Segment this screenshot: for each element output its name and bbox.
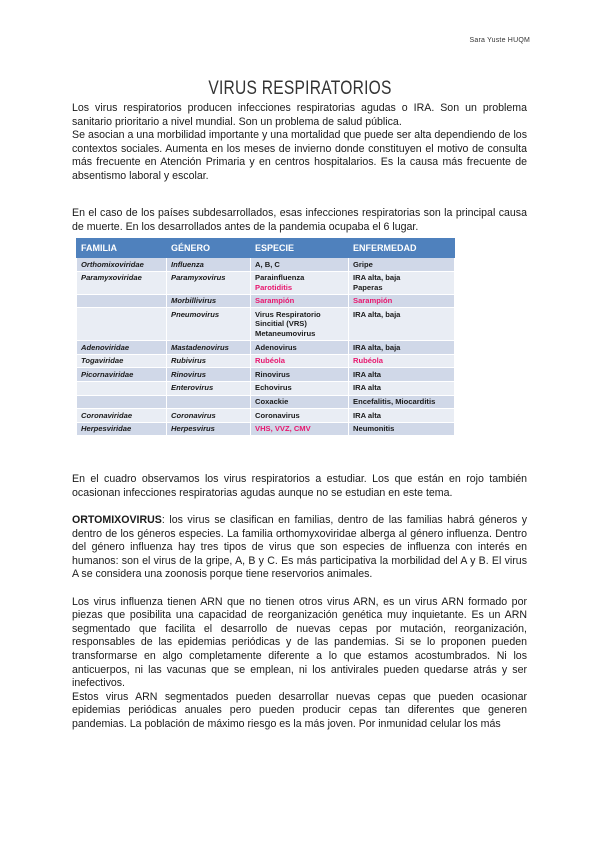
virus-table [76,238,455,436]
after-table-section [72,473,527,500]
author-name: Sara Yuste HUQM [469,37,530,44]
cell-familia: Orthomixoviridae [77,258,167,272]
virus-table-body [77,258,455,436]
cell-especie-line: Sarampión [255,296,295,306]
cell-enfermedad [349,271,455,294]
cell-enfermedad-line: Gripe [353,259,373,269]
table-row [77,341,455,355]
cell-genero [167,395,251,409]
cell-familia [77,294,167,308]
cell-especie [251,341,349,355]
cell-familia: Paramyxoviridae [77,271,167,294]
cell-enfermedad [349,381,455,395]
cell-especie [251,354,349,368]
ortomixovirus-heading: ORTOMIXOVIRUS [72,514,162,526]
cell-enfermedad-line: Paperas [353,282,383,292]
table-row [77,271,455,294]
cell-especie-line: Sincitial (VRS) [255,319,307,329]
intro-section [72,102,527,184]
cell-enfermedad [349,354,455,368]
cell-especie-line: Virus Respiratorio [255,309,321,319]
header-genero: GÉNERO [167,239,251,258]
cell-especie-line: Coronavirus [255,410,300,420]
ortomixovirus-section [72,514,527,732]
cell-enfermedad [349,258,455,272]
cell-especie-line: VHS, VVZ, CMV [255,424,311,434]
cell-especie-line: A, B, C [255,259,280,269]
cell-enfermedad-line: IRA alta, baja [353,342,401,352]
context-section [72,207,527,234]
cell-especie-line: Parotiditis [255,282,293,292]
table-row [77,294,455,308]
ortomixovirus-paragraph-3: Estos virus ARN segmentados pueden desarrollar nuevas cepas que pueden ocasionar epidemias periódicas anuales pero pueden producir cepas tan diferentes que generen pandemias. La población de máximo riesgo es la más joven. Por inmunidad celular los más [72,690,527,730]
cell-enfermedad [349,341,455,355]
cell-genero: Paramyxovirus [167,271,251,294]
cell-familia: Togaviridae [77,354,167,368]
cell-genero: Rinovirus [167,368,251,382]
cell-enfermedad [349,409,455,423]
table-row [77,258,455,272]
cell-familia [77,308,167,341]
cell-especie [251,271,349,294]
cell-especie-line: Coxackie [255,397,289,407]
page-title: VIRUS RESPIRATORIOS [208,78,392,99]
table-row [77,308,455,341]
cell-familia: Herpesviridae [77,422,167,436]
context-paragraph: En el caso de los países subdesarrollados, esas infecciones respiratorias son la principal causa de muerte. En los desarrollados antes de la pandemia ocupaba el 6 lugar. [72,207,527,233]
header-familia: FAMILIA [77,239,167,258]
cell-genero: Influenza [167,258,251,272]
table-row [77,409,455,423]
cell-enfermedad [349,422,455,436]
cell-genero: Mastadenovirus [167,341,251,355]
cell-genero: Pneumovirus [167,308,251,341]
table-row [77,422,455,436]
cell-genero: Coronavirus [167,409,251,423]
cell-familia: Coronaviridae [77,409,167,423]
cell-especie [251,308,349,341]
cell-especie-line: Echovirus [255,383,292,393]
table-header-row [77,239,455,258]
table-row [77,395,455,409]
cell-enfermedad-line: IRA alta [353,369,381,379]
cell-familia: Picornaviridae [77,368,167,382]
intro-paragraph-2: Se asocian a una morbilidad importante y una mortalidad que puede ser alta dependiendo de los contextos sociales. Aumenta en los meses de invierno donde constituyen el motivo de consulta más frecuente en Atención Primaria y en centros hospitalarios. Es la causa más frecuente de absentismo laboral y escolar. [72,129,527,182]
cell-familia [77,395,167,409]
cell-familia: Adenoviridae [77,341,167,355]
cell-enfermedad-line: IRA alta, baja [353,309,401,319]
cell-enfermedad-line: Encefalitis, Miocarditis [353,397,436,407]
cell-especie-line: Adenovirus [255,342,297,352]
cell-enfermedad [349,368,455,382]
cell-enfermedad-line: Rubéola [353,356,383,366]
cell-especie [251,395,349,409]
cell-genero: Rubivirus [167,354,251,368]
intro-paragraph-1: Los virus respiratorios producen infecciones respiratorias agudas o IRA. Son un problema sanitario prioritario a nivel mundial. Son un problema de salud pública. [72,102,527,128]
cell-enfermedad-line: Neumonitis [353,424,395,434]
table-row [77,381,455,395]
cell-familia [77,381,167,395]
after-table-paragraph: En el cuadro observamos los virus respiratorios a estudiar. Los que están en rojo también ocasionan infecciones respiratorias agudas aunque no se estudian en este tema. [72,473,527,499]
table-row [77,354,455,368]
cell-genero: Herpesvirus [167,422,251,436]
cell-genero: Enterovirus [167,381,251,395]
cell-especie [251,294,349,308]
ortomixovirus-paragraph-2: Los virus influenza tienen ARN que no tienen otros virus ARN, es un virus ARN formado por piezas que posibilita una capacidad de reorganización genética muy inquietante. Es un ARN segmentado que facilita el desarrollo de nuevas cepas por mutación, reorganización, responsables de las epidemias periódicas y de las pandemias. Si se lo proponen pueden transformarse en algo completamente diferente a lo que estamos acostumbrados. Ni los anticuerpos, ni las vacunas que se emplean, ni los antivirales pueden quedarse atrás y ser inefectivos. [72,595,527,690]
cell-especie [251,258,349,272]
cell-enfermedad [349,294,455,308]
cell-especie-line: Rinovirus [255,369,291,379]
ortomixovirus-paragraph-1-text: : los virus se clasifican en familias, dentro de las familias habrá géneros y dentro de los géneros especies. La familia orthomyxoviridae alberga al género influenza. Dentro del género influenza hay tres tipos de virus que son especies de influenza con interés en humanos: son el virus de la gripe, A, B y C. Es más participativa la morbilidad del A y B. El virus A se considera una zoonosis porque tiene reservorios animales. [72,514,527,581]
cell-enfermedad-line: IRA alta, baja [353,273,401,283]
table-row [77,368,455,382]
cell-especie-line: Metaneumovirus [255,329,316,339]
cell-especie [251,422,349,436]
cell-especie-line: Parainfluenza [255,273,305,283]
ortomixovirus-paragraph-1 [72,514,527,582]
cell-enfermedad [349,308,455,341]
cell-enfermedad-line: IRA alta [353,383,381,393]
cell-genero: Morbillivirus [167,294,251,308]
cell-enfermedad-line: IRA alta [353,410,381,420]
cell-especie [251,368,349,382]
cell-especie-line: Rubéola [255,356,285,366]
cell-especie [251,381,349,395]
header-enfermedad: ENFERMEDAD [349,239,455,258]
header-especie: ESPECIE [251,239,349,258]
cell-especie [251,409,349,423]
cell-enfermedad-line: Sarampión [353,296,393,306]
cell-enfermedad [349,395,455,409]
